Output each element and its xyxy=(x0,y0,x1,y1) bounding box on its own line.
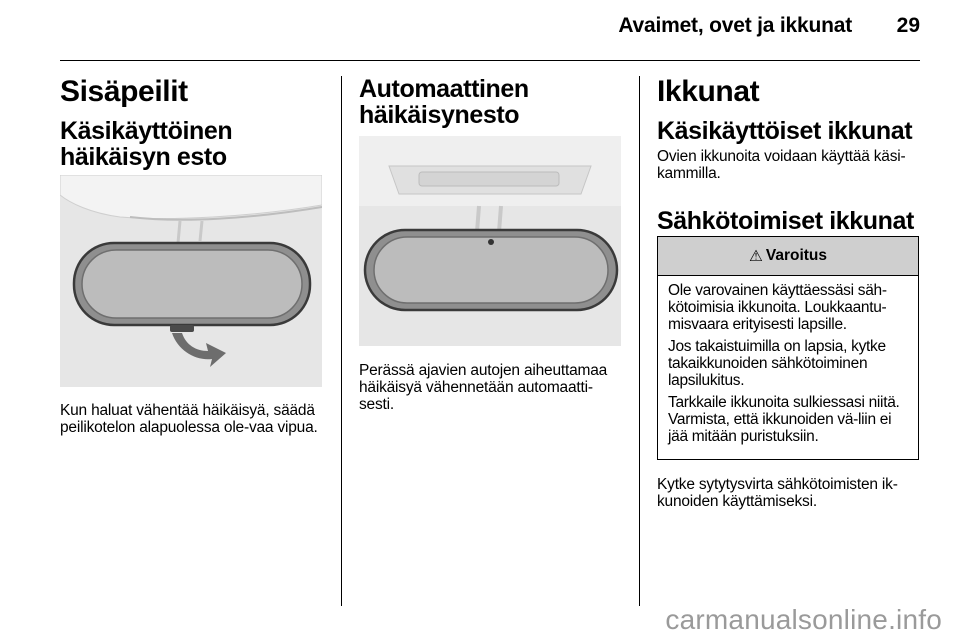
column-divider-2 xyxy=(639,76,640,606)
warning-paragraph-3: Tarkkaile ikkunoita sulkiessasi niitä. Varmista, että ikkunoiden vä-liin ei jää mitään puristuksiin. xyxy=(668,394,900,445)
header-title: Avaimet, ovet ja ikkunat xyxy=(618,14,852,37)
power-windows-ignition-text: Kytke sytytysvirta sähkötoimisten ik-kunoiden käyttämiseksi. xyxy=(657,476,898,510)
subsection-title-automatic-dimming: Automaattinen häikäisynesto xyxy=(359,75,529,129)
subsection-title-manual-windows: Käsikäyttöiset ikkunat xyxy=(657,117,913,145)
manual-dimming-caption: Kun haluat vähentää häikäisyä, säädä peilikotelon alapuolessa ole-vaa vipua. xyxy=(60,402,318,436)
manual-windows-text: Ovien ikkunoita voidaan käyttää käsi-kammilla. xyxy=(657,148,906,182)
column-sisapeilit xyxy=(60,75,324,436)
warning-title: Varoitus xyxy=(765,247,828,264)
section-title-ikkunat: Ikkunat xyxy=(657,75,760,108)
page-number: 29 xyxy=(896,14,920,37)
warning-paragraph-2: Jos takaistuimilla on lapsia, kytke takaikkunoiden sähkötoiminen lapsilukitus. xyxy=(668,338,886,389)
subsection-title-manual-dimming: Käsikäyttöinen häikäisyn esto xyxy=(60,117,233,171)
warning-paragraph-1: Ole varovainen käyttäessäsi säh-kötoimisia ikkunoita. Loukkaantu-misvaara erityisesti lapsille. xyxy=(668,282,887,333)
watermark: carmanualsonline.info xyxy=(665,604,942,635)
manual-mirror-figure xyxy=(60,175,322,387)
column-divider-1 xyxy=(341,76,342,606)
column-ikkunat xyxy=(657,75,921,510)
warning-box xyxy=(657,236,919,460)
page-header xyxy=(0,0,960,60)
warning-triangle-icon: ⚠ xyxy=(748,247,763,265)
manual-mirror-illustration xyxy=(60,175,322,387)
warning-body xyxy=(658,276,918,445)
automatic-dimming-caption: Perässä ajavien autojen aiheuttamaa häikäisyä vähennetään automaatti-sesti. xyxy=(359,362,608,413)
header-rule xyxy=(60,60,920,61)
arrow-icon xyxy=(172,333,226,367)
warning-header xyxy=(658,237,918,276)
subsection-title-power-windows: Sähkötoimiset ikkunat xyxy=(657,207,914,235)
section-title-sisapeilit: Sisäpeilit xyxy=(60,75,188,108)
automatic-mirror-illustration xyxy=(359,136,621,346)
column-automatic-dimming xyxy=(359,75,623,413)
automatic-mirror-figure xyxy=(359,136,621,346)
